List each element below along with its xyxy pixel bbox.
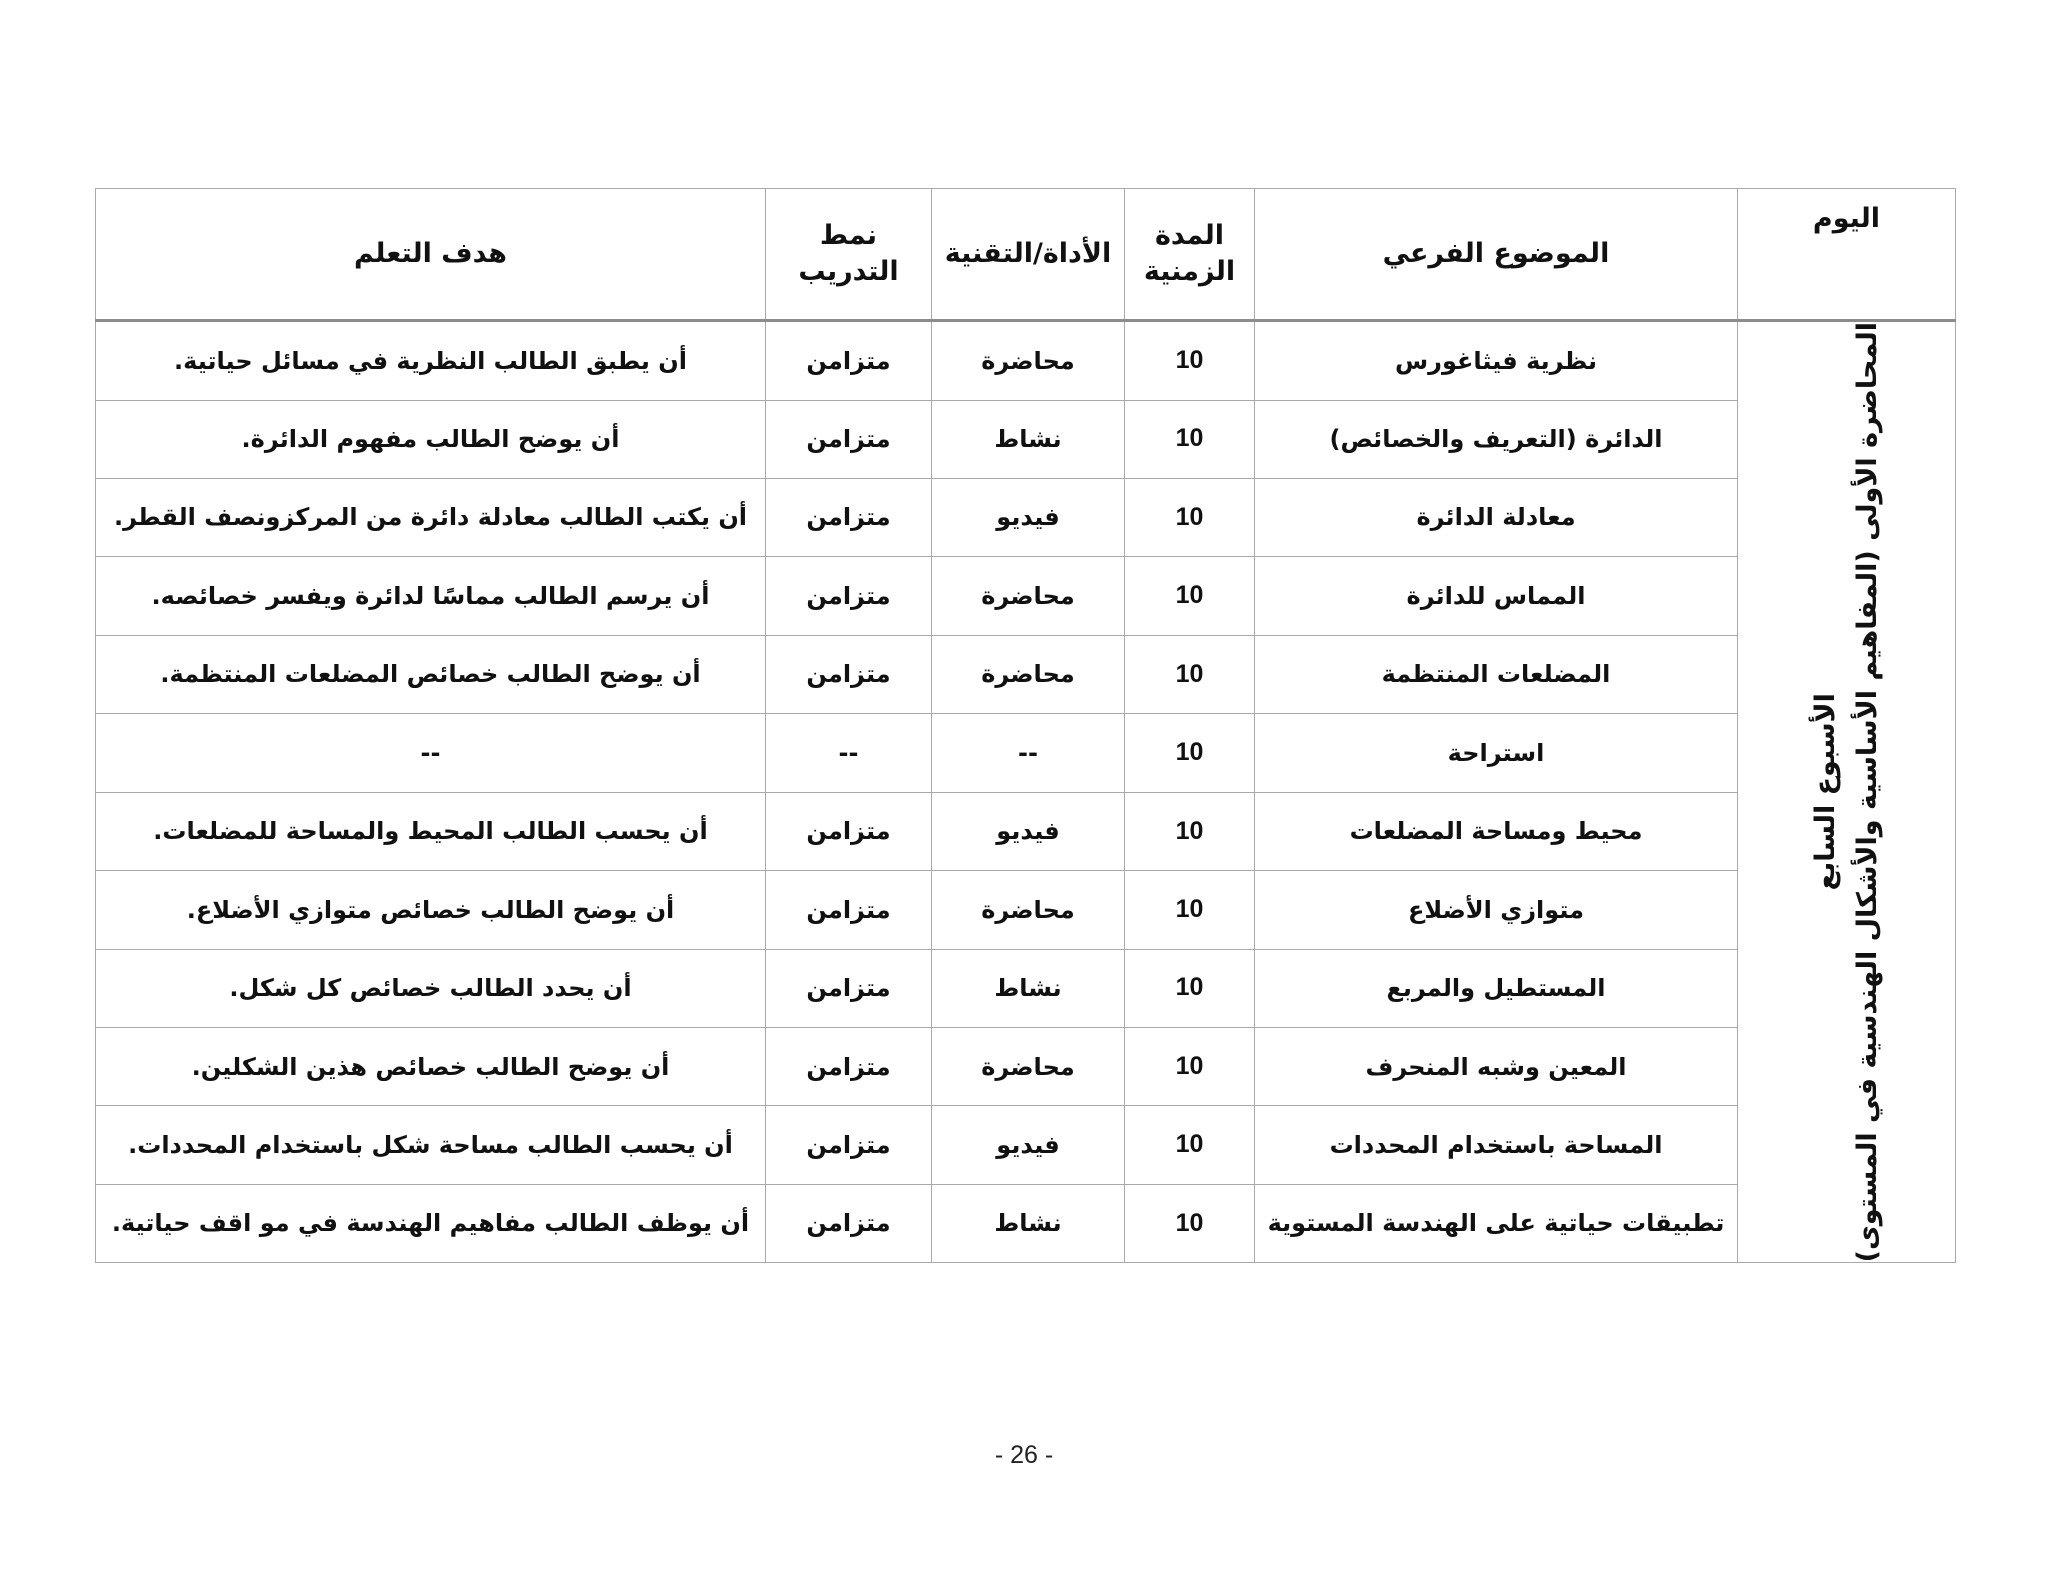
cell-mode: --: [766, 714, 932, 792]
cell-mode: متزامن: [766, 478, 932, 556]
table-row: [96, 557, 1956, 635]
cell-duration: 10: [1125, 1184, 1255, 1262]
cell-goal: أن يرسم الطالب مماسًا لدائرة ويفسر خصائصه.: [96, 557, 766, 635]
table-row: [96, 1028, 1956, 1106]
cell-subtopic: المضلعات المنتظمة: [1255, 635, 1738, 713]
cell-goal: أن يحسب الطالب مساحة شكل باستخدام المحددات.: [96, 1106, 766, 1184]
cell-duration: 10: [1125, 714, 1255, 792]
cell-tool: محاضرة: [932, 1028, 1125, 1106]
cell-mode: متزامن: [766, 400, 932, 478]
cell-duration: 10: [1125, 871, 1255, 949]
cell-duration: 10: [1125, 635, 1255, 713]
cell-goal: أن يكتب الطالب معادلة دائرة من المركزونصف القطر.: [96, 478, 766, 556]
cell-tool: نشاط: [932, 949, 1125, 1027]
table-row: [96, 1106, 1956, 1184]
header-day: اليوم: [1738, 189, 1956, 321]
header-subtopic: الموضوع الفرعي: [1255, 189, 1738, 321]
cell-tool: فيديو: [932, 1106, 1125, 1184]
cell-mode: متزامن: [766, 321, 932, 401]
cell-duration: 10: [1125, 949, 1255, 1027]
cell-subtopic: متوازي الأضلاع: [1255, 871, 1738, 949]
cell-subtopic: استراحة: [1255, 714, 1738, 792]
cell-goal: أن يوضح الطالب مفهوم الدائرة.: [96, 400, 766, 478]
cell-subtopic: المماس للدائرة: [1255, 557, 1738, 635]
cell-subtopic: الدائرة (التعريف والخصائص): [1255, 400, 1738, 478]
table-row: [96, 400, 1956, 478]
cell-tool: محاضرة: [932, 635, 1125, 713]
table-row: [96, 321, 1956, 401]
cell-subtopic: تطبيقات حياتية على الهندسة المستوية: [1255, 1184, 1738, 1262]
cell-mode: متزامن: [766, 871, 932, 949]
cell-subtopic: محيط ومساحة المضلعات: [1255, 792, 1738, 870]
cell-tool: فيديو: [932, 478, 1125, 556]
day-cell: [1738, 321, 1956, 1263]
day-label-lecture: المحاضرة الأولى (المفاهيم الأساسية والأشكال الهندسية في المستوى): [1851, 322, 1883, 1263]
cell-duration: 10: [1125, 792, 1255, 870]
cell-tool: محاضرة: [932, 871, 1125, 949]
cell-goal: --: [96, 714, 766, 792]
cell-duration: 10: [1125, 400, 1255, 478]
cell-tool: نشاط: [932, 1184, 1125, 1262]
cell-duration: 10: [1125, 557, 1255, 635]
table-row: [96, 714, 1956, 792]
table-body: [96, 321, 1956, 1263]
cell-subtopic: المعين وشبه المنحرف: [1255, 1028, 1738, 1106]
cell-tool: فيديو: [932, 792, 1125, 870]
day-label-week: الأسبوع السابع: [1809, 693, 1841, 891]
cell-duration: 10: [1125, 1106, 1255, 1184]
cell-mode: متزامن: [766, 949, 932, 1027]
cell-mode: متزامن: [766, 1184, 932, 1262]
cell-mode: متزامن: [766, 1028, 932, 1106]
cell-mode: متزامن: [766, 635, 932, 713]
header-goal: هدف التعلم: [96, 189, 766, 321]
header-tool: الأداة/التقنية: [932, 189, 1125, 321]
table-row: [96, 635, 1956, 713]
cell-goal: أن يوضح الطالب خصائص المضلعات المنتظمة.: [96, 635, 766, 713]
cell-mode: متزامن: [766, 557, 932, 635]
cell-goal: أن يحدد الطالب خصائص كل شكل.: [96, 949, 766, 1027]
cell-duration: 10: [1125, 1028, 1255, 1106]
table-row: [96, 949, 1956, 1027]
cell-subtopic: المساحة باستخدام المحددات: [1255, 1106, 1738, 1184]
table-row: [96, 478, 1956, 556]
header-mode: نمط التدريب: [766, 189, 932, 321]
cell-subtopic: نظرية فيثاغورس: [1255, 321, 1738, 401]
cell-tool: --: [932, 714, 1125, 792]
cell-mode: متزامن: [766, 792, 932, 870]
table-row: [96, 871, 1956, 949]
cell-subtopic: المستطيل والمربع: [1255, 949, 1738, 1027]
table-row: [96, 1184, 1956, 1262]
cell-tool: نشاط: [932, 400, 1125, 478]
table-header: [96, 189, 1956, 321]
cell-goal: أن يوضح الطالب خصائص هذين الشكلين.: [96, 1028, 766, 1106]
schedule-table: [95, 188, 1956, 1263]
cell-goal: أن يحسب الطالب المحيط والمساحة للمضلعات.: [96, 792, 766, 870]
cell-tool: محاضرة: [932, 557, 1125, 635]
cell-duration: 10: [1125, 321, 1255, 401]
cell-tool: محاضرة: [932, 321, 1125, 401]
page-number: - 26 -: [994, 1441, 1054, 1469]
cell-subtopic: معادلة الدائرة: [1255, 478, 1738, 556]
cell-mode: متزامن: [766, 1106, 932, 1184]
table-row: [96, 792, 1956, 870]
cell-goal: أن يوضح الطالب خصائص متوازي الأضلاع.: [96, 871, 766, 949]
day-label: [1805, 322, 1889, 1262]
header-duration: المدة الزمنية: [1125, 189, 1255, 321]
cell-goal: أن يوظف الطالب مفاهيم الهندسة في مو اقف حياتية.: [96, 1184, 766, 1262]
cell-duration: 10: [1125, 478, 1255, 556]
cell-goal: أن يطبق الطالب النظرية في مسائل حياتية.: [96, 321, 766, 401]
